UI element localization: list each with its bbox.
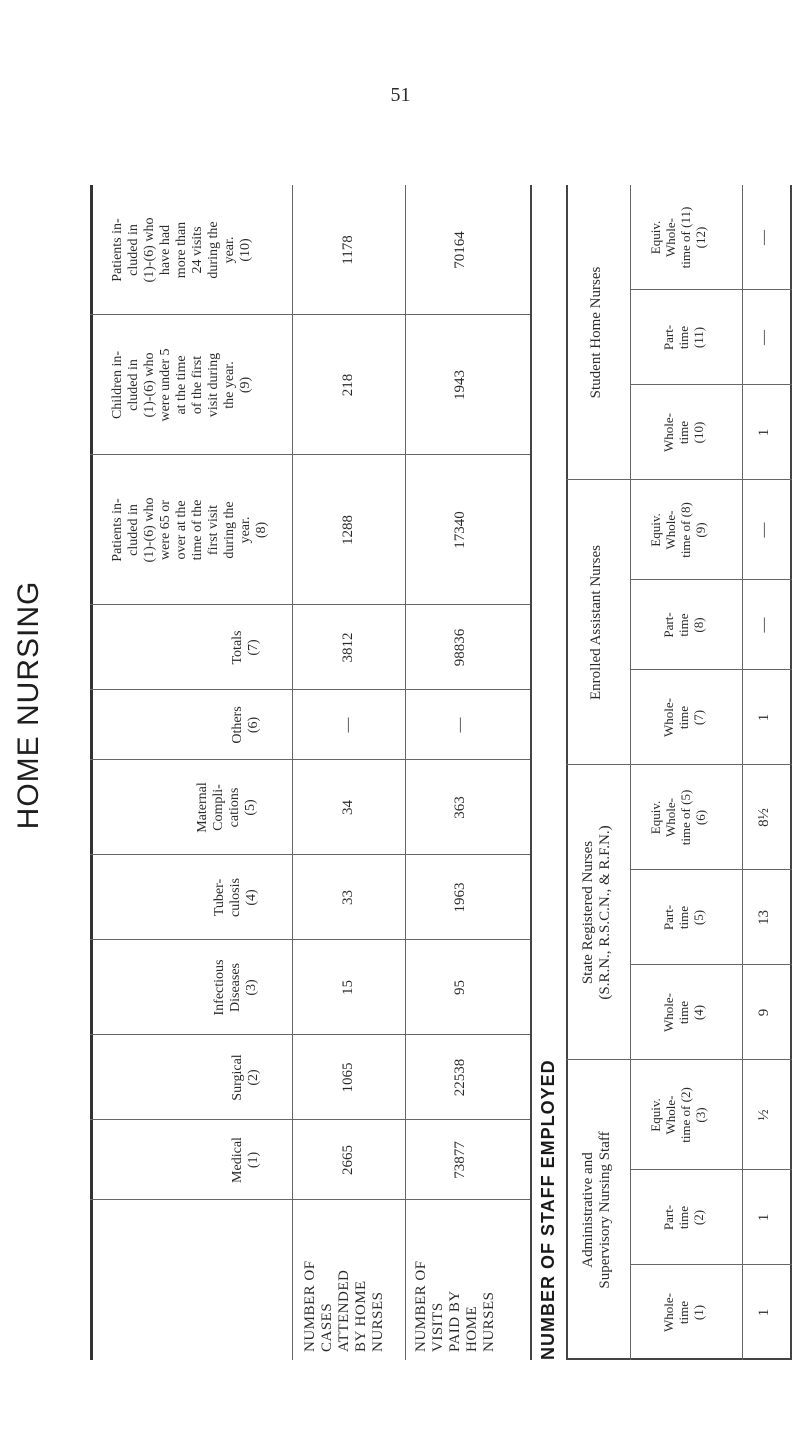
column-header-medical: Medical (1)	[230, 1137, 261, 1183]
page-number: 51	[390, 84, 411, 106]
row-label-cases: NUMBER OF CASES ATTENDED BY HOME NURSES	[302, 1260, 386, 1352]
page-title: HOME NURSING	[12, 580, 45, 830]
table-cell: 1963	[452, 882, 468, 913]
rotated-page	[12, 40, 801, 1360]
table-cell: —	[452, 717, 468, 733]
group-header-divider	[630, 185, 631, 1360]
column-header-tuberculosis: Tuber- culosis (4)	[212, 878, 259, 917]
table-cell: 15	[340, 980, 356, 995]
table-cell: 1178	[340, 235, 356, 265]
column-header-patients-65-or-over: Patients in- cluded in (1)-(6) who were 65 or over at the time of the first visit during the year. (8)	[110, 497, 269, 563]
column-header: Whole- time (10)	[661, 413, 706, 452]
table-cell: —	[340, 717, 356, 733]
column-header: Whole- time (1)	[661, 1293, 706, 1332]
header-value-divider	[742, 185, 743, 1360]
column-header: Part- time (2)	[661, 1204, 706, 1231]
table-top-rule	[90, 185, 93, 1360]
group-header-state-registered: State Registered Nurses (S.R.N., R.S.C.N., & R.F.N.)	[580, 825, 613, 1000]
table-cell: 22538	[452, 1058, 468, 1097]
column-header-maternal-complications: Maternal Compli- cations (5)	[195, 782, 258, 833]
table-cell: 1943	[452, 370, 468, 400]
table-cell: 34	[340, 800, 356, 815]
column-header: Equiv. Whole- time of (11) (12)	[648, 206, 708, 269]
home-nursing-cases-table	[90, 185, 530, 1360]
staff-section-title: NUMBER OF STAFF EMPLOYED	[538, 1059, 558, 1360]
column-header: Whole- time (7)	[661, 698, 706, 737]
column-header-surgical: Surgical (2)	[230, 1054, 261, 1101]
table-cell: 98836	[452, 628, 468, 667]
table-cell: —	[756, 522, 772, 538]
table-cell: 1	[756, 428, 772, 437]
row-divider	[405, 185, 406, 1360]
table-cell: 1	[756, 1213, 772, 1222]
column-header-children-under-5: Children in- cluded in (1)-(6) who were under 5 at the time of the first visit during the year. (9)	[110, 348, 253, 422]
table-cell: 1288	[340, 515, 356, 545]
table-cell: —	[756, 230, 772, 245]
table-cell: 70164	[452, 231, 468, 269]
staff-employed-table	[566, 185, 792, 1360]
table-cell: 8½	[756, 808, 772, 827]
column-header-others: Others (6)	[230, 706, 261, 744]
column-header-infectious-diseases: Infectious Diseases (3)	[212, 959, 259, 1016]
column-header: Part- time (5)	[661, 904, 706, 931]
column-header: Part- time (11)	[661, 324, 706, 351]
table-cell: 363	[452, 796, 468, 819]
table-cell: 73877	[452, 1141, 468, 1179]
column-header-totals: Totals (7)	[230, 630, 261, 665]
row-divider	[292, 185, 293, 1360]
group-header-student-home: Student Home Nurses	[588, 266, 604, 399]
table-cell: 9	[756, 1008, 772, 1017]
table-cell: 1065	[340, 1062, 356, 1093]
row-label-visits: NUMBER OF VISITS PAID BY HOME NURSES	[413, 1260, 497, 1352]
table-cell: 218	[340, 373, 356, 397]
table-cell: 13	[756, 910, 772, 925]
column-header: Equiv. Whole- time of (8) (9)	[648, 502, 708, 558]
table-bottom-rule	[530, 185, 532, 1360]
table-cell: 1	[756, 713, 772, 722]
table-cell: 17340	[452, 511, 468, 549]
table-cell: 2665	[340, 1145, 356, 1175]
table-cell: 3812	[340, 632, 356, 663]
table-cell: 95	[452, 980, 468, 995]
table-cell: ½	[756, 1109, 772, 1121]
group-header-administrative: Administrative and Supervisory Nursing Staff	[580, 1131, 613, 1289]
table-cell: —	[756, 617, 772, 633]
table-cell: 33	[340, 890, 356, 905]
table-cell: —	[756, 330, 772, 345]
column-header: Part- time (8)	[661, 612, 706, 638]
table-cell: 1	[756, 1308, 772, 1317]
group-header-enrolled-assistant: Enrolled Assistant Nurses	[588, 545, 604, 700]
column-header: Equiv. Whole- time of (2) (3)	[648, 1087, 708, 1143]
column-header-more-than-24-visits: Patients in- cluded in (1)-(6) who have had more than 24 visits during the year. (10)	[110, 217, 253, 283]
column-header: Equiv. Whole- time of (5) (6)	[648, 789, 708, 846]
column-header: Whole- time (4)	[661, 993, 706, 1032]
